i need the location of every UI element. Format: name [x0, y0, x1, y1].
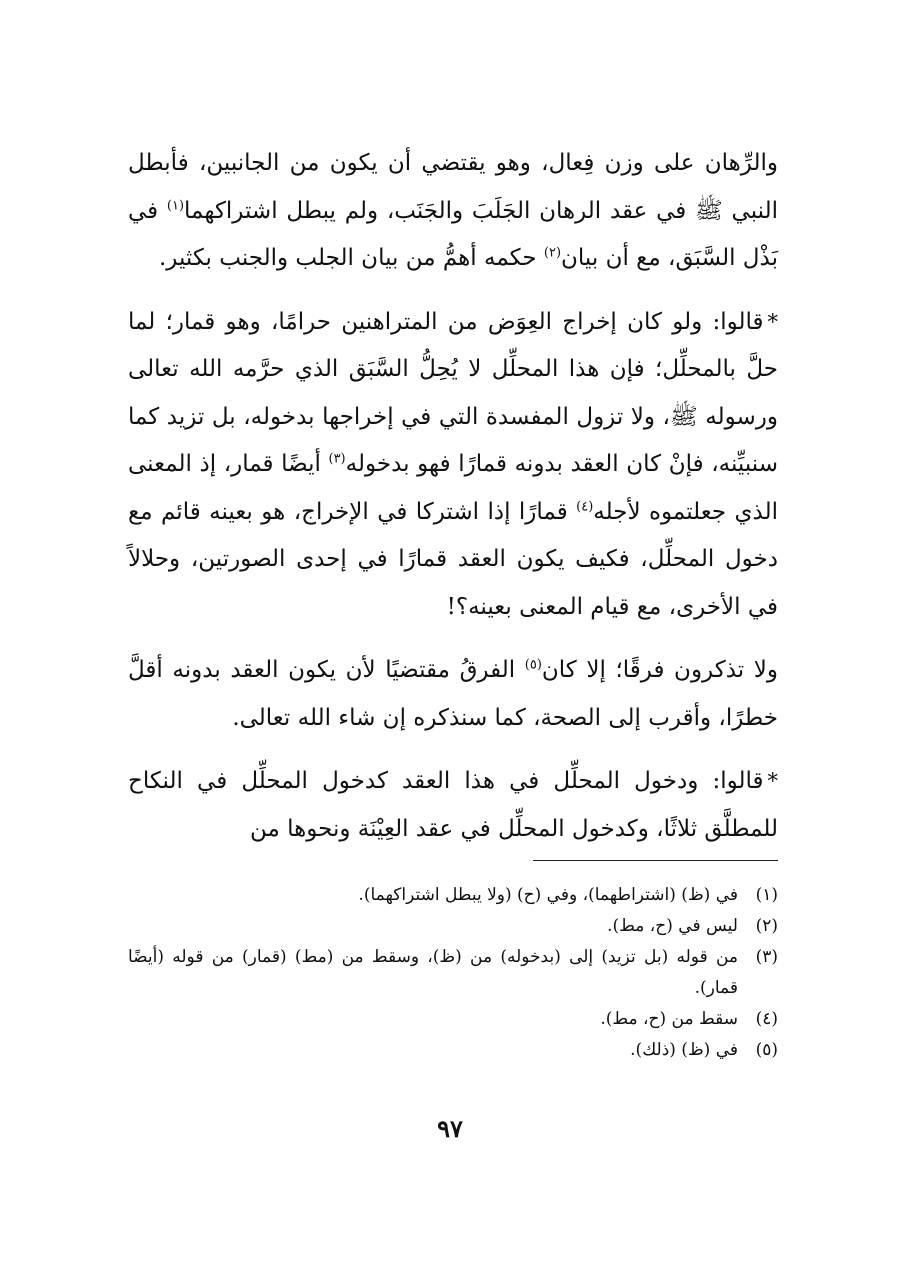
paragraph-text: قالوا: ودخول المحلِّل في هذا العقد كدخول المحلِّل في النكاح للمطلَّق ثلاثًا، وكدخول المحلِّل في عقد العِيْنَة ونحوها من	[128, 768, 778, 842]
footnote-number: (٢)	[755, 916, 778, 936]
paragraph-3	[128, 647, 778, 742]
footnote-ref-1[interactable]: (١)	[166, 197, 185, 213]
footnote-text: في (ظ) (اشتراطهما)، وفي (ح) (ولا يبطل اشتراكهما).	[358, 885, 738, 905]
footnote-ref-3[interactable]: (٣)	[328, 451, 346, 467]
footnote-number: (٣)	[755, 947, 778, 967]
page-number: ٩٧	[437, 1114, 463, 1143]
footnote-item	[128, 911, 778, 942]
footnote-item	[128, 942, 778, 1004]
footnotes	[128, 880, 778, 1066]
paragraph-text: أيضًا قمار، إذ المعنى الذي جعلتموه لأجله	[128, 451, 778, 525]
footnote-item	[128, 880, 778, 911]
footnote-ref-4[interactable]: (٤)	[576, 498, 594, 514]
footnote-divider	[533, 860, 778, 861]
footnote-item	[128, 1035, 778, 1066]
paragraph-text: والرِّهان على وزن فِعال، وهو يقتضي أن يكون من الجانبين، فأبطل النبي ﷺ في عقد الرهان الجَلَبَ والجَنَب، ولم يبطل اشتراكهما	[128, 150, 778, 224]
footnote-ref-2[interactable]: (٢)	[543, 245, 562, 261]
footnote-text: ليس في (ح، مط).	[607, 916, 738, 936]
footnote-text: في (ظ) (ذلك).	[630, 1040, 738, 1060]
paragraph-2	[128, 299, 778, 632]
footnote-number: (٥)	[755, 1040, 778, 1060]
footnote-text: من قوله (بل تزيد) إلى (بدخوله) من (ظ)، وسقط من (مط) (قمار) من قوله (أيضًا قمار).	[128, 947, 738, 998]
paragraph-text: ولا تذكرون فرقًا؛ إلا كان	[541, 657, 778, 683]
asterisk-icon: *	[767, 769, 778, 793]
paragraph-4	[128, 758, 778, 853]
paragraph-text: الفرقُ مقتضيًا لأن يكون العقد بدونه أقلَّ خطرًا، وأقرب إلى الصحة، كما سنذكره إن شاء الله تعالى.	[128, 657, 778, 731]
paragraph-text: قالوا: ولو كان إخراج العِوَض من المتراهنين حرامًا، وهو قمار؛ لما حلَّ بالمحلِّل؛ فإن هذا المحلِّل لا يُحِلُّ السَّبَق الذي حرَّمه الله تعالى ورسوله ﷺ، ولا تزول المفسدة التي في إخراجها بدخوله، بل تزيد كما سنبيِّنه، فإنْ كان العقد بدونه قمارًا فهو بدخوله	[128, 308, 778, 477]
paragraph-1	[128, 140, 778, 283]
asterisk-icon: *	[767, 309, 778, 334]
footnote-ref-5[interactable]: (٥)	[524, 657, 542, 673]
footnote-text: سقط من (ح، مط).	[600, 1009, 738, 1029]
footnote-item	[128, 1004, 778, 1035]
footnote-number: (١)	[755, 885, 778, 905]
paragraph-text: حكمه أهمُّ من بيان الجلب والجنب بكثير.	[158, 245, 544, 271]
footnote-number: (٤)	[755, 1009, 778, 1029]
paragraph-text: في بَذْل السَّبَق، مع أن بيان	[128, 197, 778, 271]
paragraph-text: قمارًا إذا اشتركا في الإخراج، هو بعينه قائم مع دخول المحلِّل، فكيف يكون العقد قمارًا في إحدى الصورتين، وحلالاً في الأخرى، مع قيام المعنى بعينه؟!	[128, 498, 778, 620]
main-text	[128, 140, 778, 853]
